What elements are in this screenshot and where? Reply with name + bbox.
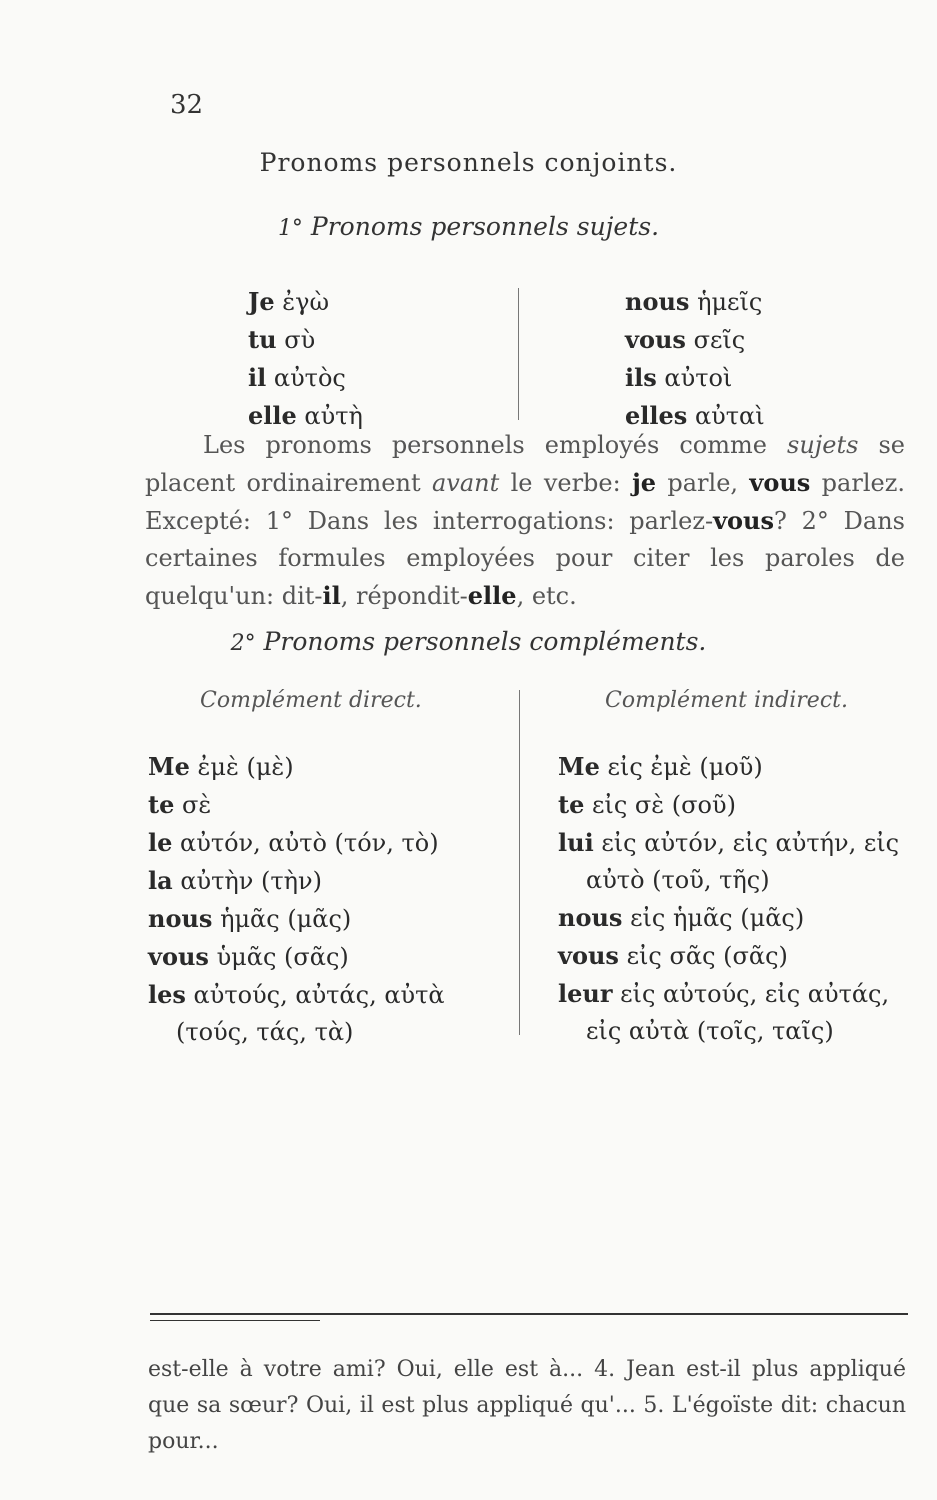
indirect-heading: Complément indirect. [605, 688, 848, 713]
section-1-title: Pronoms personnels sujets. [310, 212, 660, 241]
footnote-rule-short [150, 1320, 320, 1321]
list-item-continuation: (τούς, τάς, τὰ) [176, 1018, 354, 1046]
list-item: Me εἰς ἐμὲ (μοῦ) [558, 752, 763, 781]
list-item: elle αὐτὴ [248, 401, 363, 430]
footnote-text: est-elle à votre ami? Oui, elle est à... 4. Jean est-il plus appliqué que sa sœur? Oui, il est plus appliqué qu'... 5. L'égoïste dit: chacun pour... [148, 1357, 906, 1454]
section-1-heading [0, 212, 937, 241]
direct-heading: Complément direct. [200, 688, 422, 713]
list-item: te σὲ [148, 790, 212, 819]
list-item: il αὐτὸς [248, 363, 346, 392]
list-item: elles αὐταὶ [625, 401, 765, 430]
list-item: vous ὑμᾶς (σᾶς) [148, 942, 349, 971]
list-item: nous ἡμεῖς [625, 287, 763, 316]
subjects-right-list [625, 283, 765, 435]
list-item: tu σὺ [248, 325, 316, 354]
list-item: Je ἐγὼ [248, 287, 330, 316]
list-item: ils αὐτοὶ [625, 363, 733, 392]
rule-paragraph: Les pronoms personnels employés comme sujets se placent ordinairement avant le verbe: je parle, vous parlez. Excepté: 1° Dans les interrogations: parlez-vous? 2° Dans certaines formules employées pour citer les paroles de quelqu'un: dit-il, répondit-elle, etc. [145, 431, 905, 610]
list-item: les αὐτούς, αὐτάς, αὐτὰ [148, 980, 445, 1009]
section-1-number: 1° [277, 216, 303, 241]
subjects-left-list [248, 283, 363, 435]
page-title: Pronoms personnels conjoints. [259, 148, 678, 177]
section-2-heading [0, 627, 937, 656]
list-item: nous ἡμᾶς (μᾶς) [148, 904, 352, 933]
section-2-title: Pronoms personnels compléments. [263, 627, 707, 656]
footnote-rule [150, 1313, 908, 1315]
list-item: leur εἰς αὐτούς, εἰς αὐτάς, [558, 979, 890, 1008]
list-item: le αὐτόν, αὐτὸ (τόν, τὸ) [148, 828, 439, 857]
list-item-continuation: αὐτὸ (τοῦ, τῆς) [586, 866, 770, 894]
indirect-list [558, 748, 899, 1050]
section-2-number: 2° [230, 631, 256, 656]
direct-list [148, 748, 445, 1051]
column-divider [519, 690, 520, 1035]
list-item-continuation: εἰς αὐτὰ (τοῖς, ταῖς) [586, 1017, 834, 1045]
list-item: lui εἰς αὐτόν, εἰς αὐτήν, εἰς [558, 828, 900, 857]
page-number: 32 [170, 90, 204, 120]
list-item: nous εἰς ἡμᾶς (μᾶς) [558, 903, 805, 932]
list-item: la αὐτὴν (τὴν) [148, 866, 322, 895]
list-item: vous εἰς σᾶς (σᾶς) [558, 941, 788, 970]
list-item: Me ἐμὲ (μὲ) [148, 752, 294, 781]
list-item: vous σεῖς [625, 325, 746, 354]
list-item: te εἰς σὲ (σοῦ) [558, 790, 736, 819]
column-divider [518, 288, 519, 420]
